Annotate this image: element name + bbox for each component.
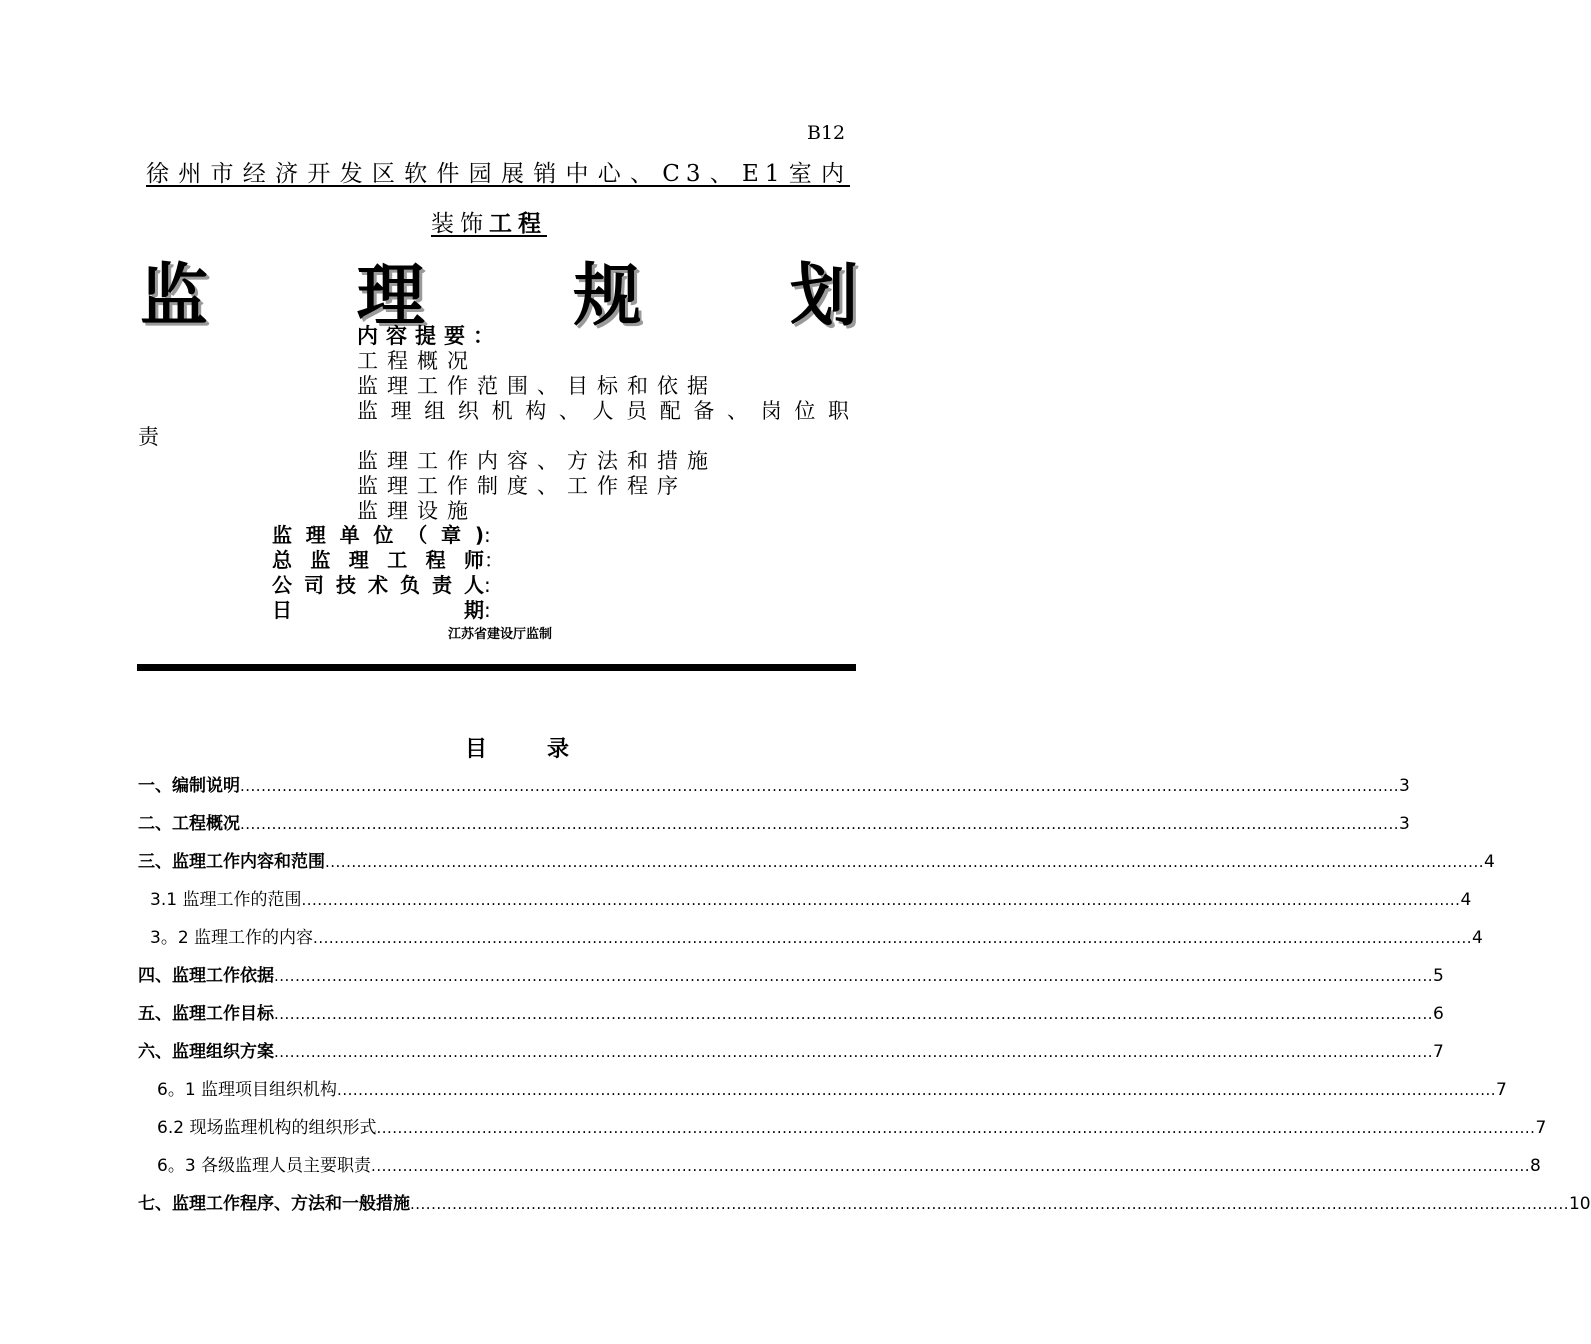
summary-item-char: 构 [525,399,547,423]
supervisor-note: 江苏省建设厅监制 [448,627,553,642]
project-title-line2-a: 装饰 [431,211,489,237]
summary-item-char: 岗 [760,399,782,423]
toc-entry-page: 3 [1398,776,1410,796]
signature-label: 日期 [272,598,484,622]
toc-entry-page: 4 [1472,928,1483,948]
toc-leader-dots: ............................................................................................................................................................................................................................ [274,1005,1433,1023]
main-title-char: 理 [356,257,425,336]
summary-item: 监理工作制度、工作程序 [357,474,687,498]
main-title-char: 规 [573,257,642,336]
toc-title-char: 录 [547,737,570,762]
toc-entry-label: 三、监理工作内容和范围 [138,852,325,872]
summary-item: 监理工作内容、方法和措施 [357,449,717,473]
toc-entry-label: 6。3 各级监理人员主要职责 [157,1156,372,1176]
toc-entry-page: 6 [1432,1004,1444,1024]
main-title-char: 监 [140,257,209,336]
summary-item: 监理工作范围、目标和依据 [357,374,717,398]
toc-leader-dots: ............................................................................................................................................................................................................................ [337,1081,1497,1099]
toc-entry-label: 6.2 现场监理机构的组织形式 [157,1118,377,1138]
toc-entry-label: 四、监理工作依据 [138,966,274,986]
toc-leader-dots: ............................................................................................................................................................................................................................ [371,1157,1531,1175]
toc-entry-page: 5 [1432,966,1444,986]
toc-entry-page: 7 [1535,1118,1547,1138]
summary-item-char: 位 [794,399,816,423]
toc-leader-dots: ............................................................................................................................................................................................................................ [274,1043,1433,1061]
main-title-char: 划 [789,257,858,336]
toc-entry-label: 6。1 监理项目组织机构 [157,1080,338,1100]
toc-entry[interactable] [138,1037,1444,1062]
toc-entry[interactable] [150,885,1472,910]
toc-entry[interactable] [157,1113,1547,1138]
toc-leader-dots: ............................................................................................................................................................................................................................ [301,891,1461,909]
toc-leader-dots: ............................................................................................................................................................................................................................ [313,929,1473,947]
signature-date-row [272,594,491,623]
summary-item-char: 、 [558,399,580,423]
toc-entry-label: 二、工程概况 [138,814,240,834]
summary-item-continuation: 责 [138,425,159,449]
toc-leader-dots: ............................................................................................................................................................................................................................ [376,1119,1536,1137]
signature-colon: ： [484,548,504,572]
toc-leader-dots: ............................................................................................................................................................................................................................ [274,967,1433,985]
toc-entry-page: 7 [1432,1042,1444,1062]
summary-item-char: 员 [626,399,648,423]
project-title-line1: 徐州市经济开发区软件园展销中心、C3、E1室内 [146,161,850,187]
toc-entry[interactable] [138,809,1410,834]
summary-item-char: 织 [457,399,479,423]
toc-title-char: 目 [465,737,488,762]
toc-entry-label: 3。2 监理工作的内容 [150,928,314,948]
section-divider [137,664,856,671]
toc-entry[interactable] [138,1189,1591,1214]
signature-colon: : [484,573,491,597]
summary-item-char: 配 [659,399,681,423]
project-title-line2-b: 工程 [489,210,547,237]
toc-entry-label: 七、监理工作程序、方法和一般措施 [138,1194,410,1214]
toc-entry[interactable] [157,1075,1507,1100]
document-code: B12 [807,122,846,144]
toc-leader-dots: ............................................................................................................................................................................................................................ [410,1195,1569,1213]
signature-label: 监理单位（章) [272,523,484,547]
toc-entry-label: 六、监理组织方案 [138,1042,274,1062]
toc-leader-dots: ............................................................................................................................................................................................................................ [240,815,1399,833]
toc-entry[interactable] [157,1151,1541,1176]
summary-item [357,395,849,425]
summary-item: 监理设施 [357,499,477,523]
toc-entry-page: 8 [1530,1156,1541,1176]
summary-item-char: 、 [727,399,749,423]
toc-title [465,732,569,763]
summary-item-char: 机 [491,399,513,423]
summary-item-char: 人 [592,399,614,423]
project-title-line2 [431,205,547,238]
toc-entry-page: 4 [1460,890,1472,910]
toc-entry-label: 五、监理工作目标 [138,1004,274,1024]
signature-colon: : [484,598,491,622]
signature-label: 总监理工程师 [272,548,484,572]
toc-entry-label: 一、编制说明 [138,776,240,796]
summary-heading: 内容提要： [357,324,502,348]
toc-leader-dots: ............................................................................................................................................................................................................................ [325,853,1484,871]
summary-item-char: 职 [827,399,849,423]
toc-entry-page: 4 [1483,852,1495,872]
toc-entry[interactable] [138,961,1444,986]
toc-leader-dots: ............................................................................................................................................................................................................................ [240,777,1399,795]
summary-item: 工程概况 [357,349,477,373]
toc-entry-page: 10 [1568,1194,1591,1214]
toc-entry[interactable] [138,999,1444,1024]
summary-item-char: 组 [424,399,446,423]
toc-entry-page: 3 [1398,814,1410,834]
summary-item-char: 理 [390,399,412,423]
toc-entry[interactable] [138,771,1410,796]
toc-entry-page: 7 [1496,1080,1507,1100]
toc-entry-label: 3.1 监理工作的范围 [150,890,302,910]
toc-entry[interactable] [150,923,1483,948]
signature-label: 公司技术负责人 [272,573,484,597]
summary-item-char: 监 [357,399,378,423]
signature-colon: : [484,523,491,547]
summary-item-char: 备 [693,399,715,423]
toc-entry[interactable] [138,847,1495,872]
